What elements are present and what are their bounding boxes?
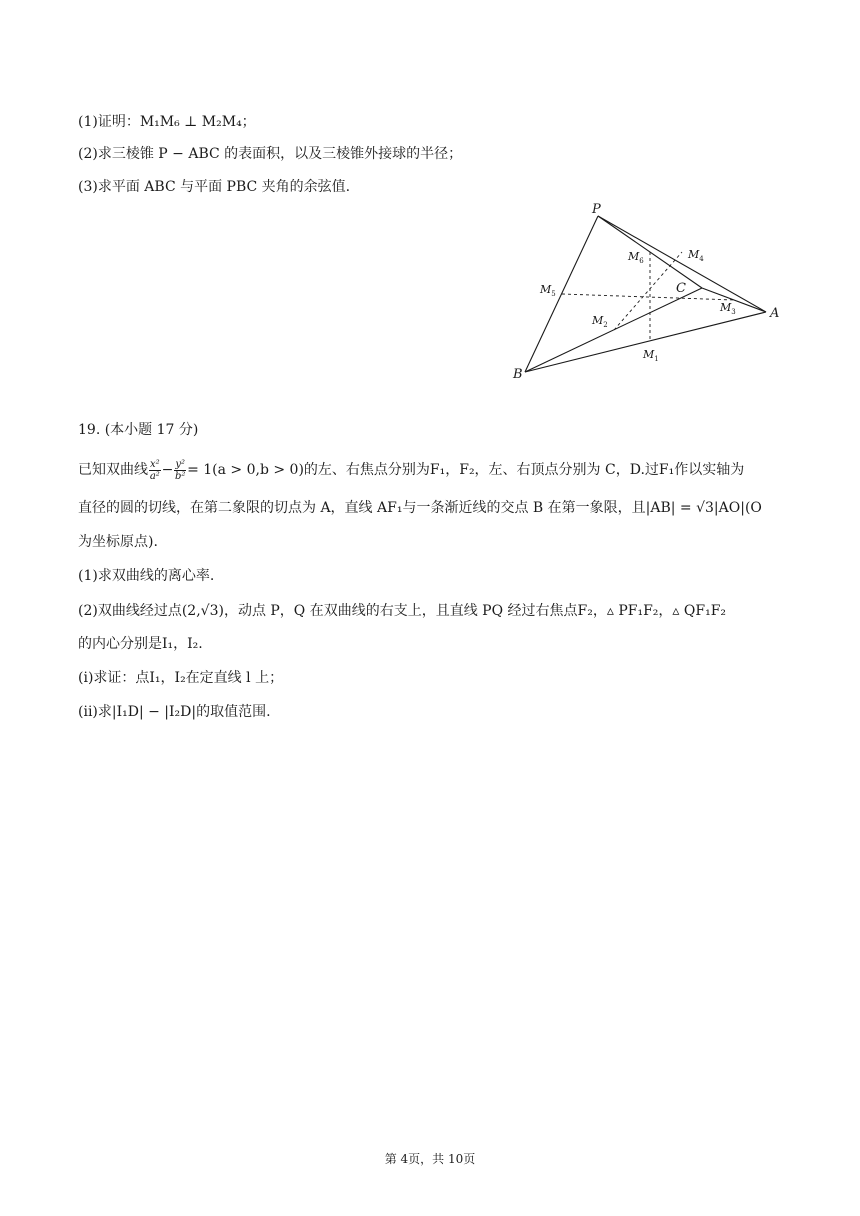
problem-18-part2: (2)求三棱锥 P − ABC 的表面积，以及三棱锥外接球的半径； — [78, 146, 463, 162]
segment-M2-M4 — [614, 252, 682, 330]
edge-BA — [525, 312, 766, 372]
problem-19-line1 — [78, 456, 744, 484]
label-P: P — [592, 202, 601, 217]
problem-18-part3: (3)求平面 ABC 与平面 PBC 夹角的余弦值. — [78, 179, 351, 195]
label-M1: $M_1$ — [643, 348, 659, 363]
label-A: A — [770, 306, 780, 321]
problem-19-part2-ii: (ii)求|I₁D| − |I₂D|的取值范围. — [78, 704, 271, 720]
problem-19-part2-i: (i)求证：点I₁，I₂在定直线 l 上； — [78, 670, 284, 686]
segment-M5-M3 — [562, 294, 734, 300]
problem-19-line3: 为坐标原点). — [78, 534, 158, 550]
label-M4: $M_4$ — [688, 248, 704, 263]
edge-BC — [525, 288, 702, 372]
page-footer: 第 4页，共 10页 — [384, 1152, 476, 1166]
text-hyperbola-rest: = 1(a > 0,b > 0)的左、右焦点分别为F₁，F₂，左、右顶点分别为 C，D.过F₁作以实轴为 — [187, 462, 745, 478]
label-B: B — [513, 367, 523, 382]
label-M6: $M_6$ — [628, 250, 644, 265]
problem-19-part1: (1)求双曲线的离心率. — [78, 568, 215, 584]
problem-19-part2-line2: 的内心分别是I₁，I₂. — [78, 636, 203, 652]
fraction-x2-a2: $\frac{\text{x²}}{\text{a²}}$ — [149, 458, 160, 482]
fraction-y2-b2: $\frac{\text{y²}}{\text{b²}}$ — [175, 458, 186, 482]
edge-PB — [525, 216, 598, 372]
label-M5: $M_5$ — [540, 283, 556, 298]
problem-18-part1: (1)证明：M₁M₆ ⊥ M₂M₄； — [78, 114, 256, 130]
label-M3: $M_3$ — [720, 301, 736, 316]
minus-sign: − — [161, 462, 174, 478]
label-C: C — [676, 281, 686, 296]
tetrahedron-figure — [510, 200, 790, 385]
problem-19-line2: 直径的圆的切线，在第二象限的切点为 A，直线 AF₁与一条渐近线的交点 B 在第一象限，且|AB| = √3|AO|(O — [78, 500, 762, 516]
problem-19-header: 19. (本小题 17 分) — [78, 422, 199, 438]
label-M2: $M_2$ — [592, 314, 608, 329]
problem-19-part2-line1: (2)双曲线经过点(2,√3)，动点 P，Q 在双曲线的右支上，且直线 PQ 经过右焦点F₂，▵ PF₁F₂，▵ QF₁F₂ — [78, 603, 727, 619]
text-hyperbola-intro: 已知双曲线 — [78, 462, 148, 478]
